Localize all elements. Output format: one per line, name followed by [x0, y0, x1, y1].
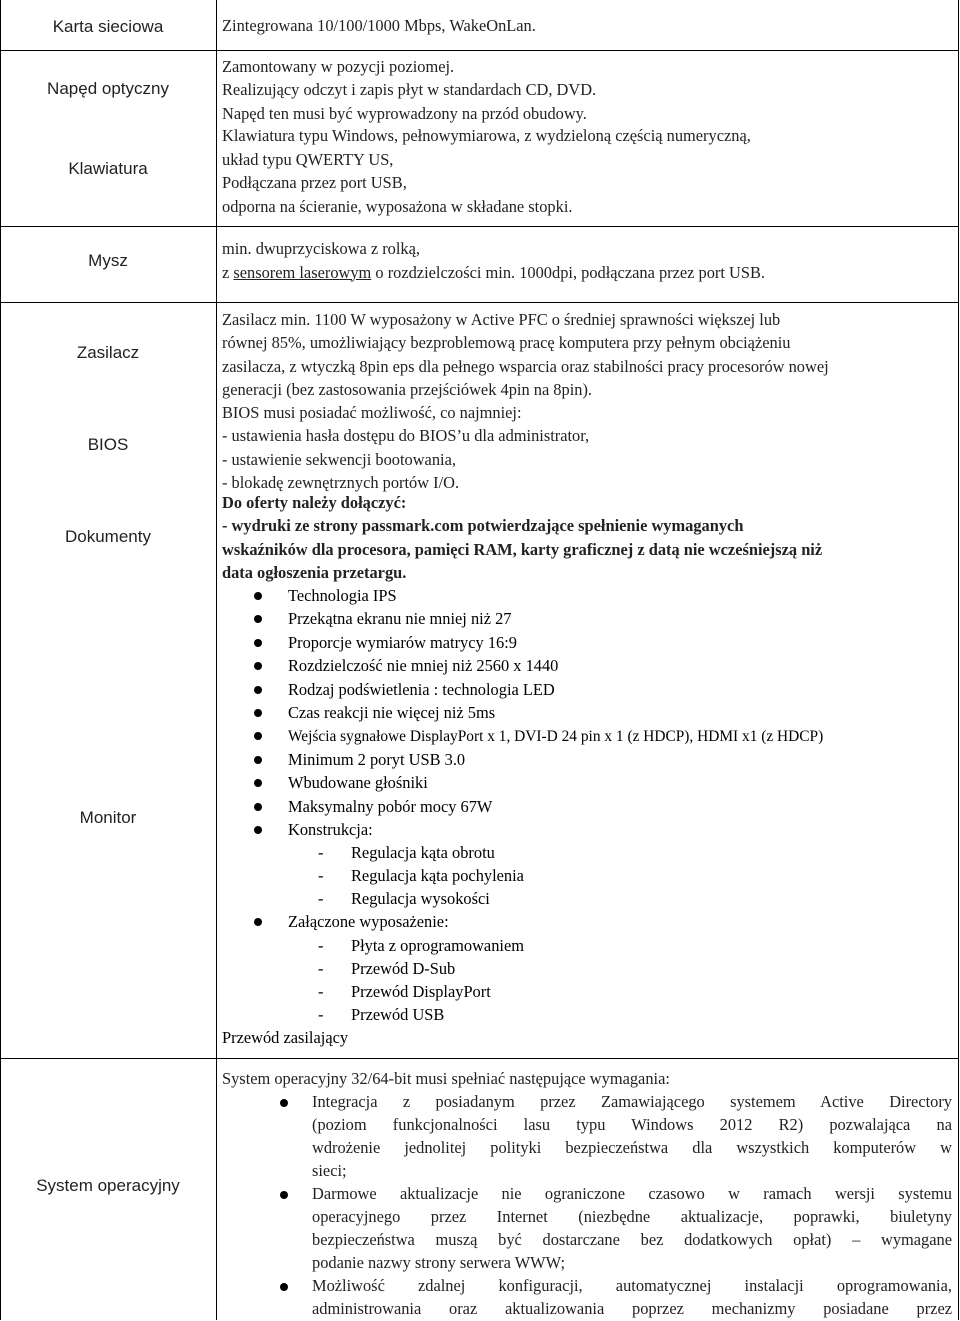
bullet-icon [254, 732, 262, 740]
bullet-icon [254, 709, 262, 717]
klawiatura-content [222, 124, 952, 218]
system-bullet [222, 1091, 952, 1183]
klawiatura-line: Podłączana przez port USB, [222, 173, 407, 192]
system-bullet [222, 1183, 952, 1275]
label-naped-optyczny: Napęd optyczny [47, 79, 169, 98]
monitor-bullet [222, 585, 942, 608]
system-line: operacyjnego przez Internet (niezbędne aktualizacje, poprawki, biuletyny [312, 1207, 952, 1226]
system-line: Integracja z posiadanym przez Zamawiającego systemem Active Directory [312, 1092, 952, 1111]
monitor-bullet [222, 911, 942, 934]
system-line: podanie nazwy strony serwera WWW; [312, 1253, 566, 1272]
dokumenty-content [222, 491, 952, 584]
sub-text: Przewód D-Sub [351, 958, 456, 978]
dash: - [318, 958, 324, 978]
system-line: Możliwość zdalnej konfiguracji, automatycznej instalacji oprogramowania, [312, 1276, 952, 1295]
bullet-icon [254, 662, 262, 670]
mysz-line [222, 261, 952, 285]
bullet-text: Rodzaj podświetlenia : technologia LED [288, 679, 555, 699]
dash: - [318, 843, 324, 863]
karta-line: Zintegrowana 10/100/1000 Mbps, WakeOnLan. [222, 16, 536, 35]
dash: - [318, 935, 324, 955]
row-divider [0, 1058, 959, 1059]
zasilacz-line: Zasilacz min. 1100 W wyposażony w Active PFC o średniej sprawności większej lub [222, 310, 781, 329]
row-divider [0, 302, 959, 303]
bios-line: - ustawienie sekwencji bootowania, [222, 449, 456, 469]
monitor-bullet [222, 819, 942, 842]
label-dokumenty: Dokumenty [65, 527, 151, 546]
bullet-text: Konstrukcja: [288, 819, 373, 839]
sub-text: Przewód DisplayPort [351, 981, 491, 1001]
bullet-icon [254, 826, 262, 834]
monitor-bullet [222, 796, 942, 819]
bullet-text: Minimum 2 poryt USB 3.0 [288, 749, 466, 769]
bullet-icon [254, 803, 262, 811]
monitor-bullet [222, 608, 942, 631]
konstrukcja-item [222, 888, 942, 911]
bullet-icon [254, 756, 262, 764]
bullet-icon [280, 1099, 288, 1107]
mysz-line: min. dwuprzyciskowa z rolką, [222, 239, 421, 258]
bullet-icon [254, 615, 262, 623]
dokumenty-line: Do oferty należy dołączyć: [222, 493, 407, 512]
dash: - [318, 866, 324, 886]
monitor-bullet [222, 749, 942, 772]
row-divider [0, 50, 959, 51]
table-border-left [0, 0, 1, 1320]
dash: - [318, 889, 324, 909]
monitor-footer: Przewód zasilający [222, 1027, 349, 1047]
naped-line: Realizujący odczyt i zapis płyt w standardach CD, DVD. [222, 80, 597, 100]
klawiatura-line: odporna na ścieranie, wyposażona w składane stopki. [222, 196, 573, 216]
klawiatura-line: układ typu QWERTY US, [222, 149, 394, 169]
table-border-right [958, 0, 959, 1320]
sub-text: Regulacja kąta obrotu [351, 843, 495, 863]
sub-text: Przewód USB [351, 1004, 445, 1024]
bios-line: BIOS musi posiadać możliwość, co najmniej: [222, 403, 522, 422]
mysz-text: z [222, 262, 234, 282]
label-mysz: Mysz [88, 251, 128, 270]
mysz-sensor-underlined: sensorem laserowym [233, 262, 372, 282]
konstrukcja-item [222, 865, 942, 888]
bullet-text: Przekątna ekranu nie mniej niż 27 [288, 609, 512, 629]
label-monitor: Monitor [79, 808, 137, 827]
zasilacz-line: równej 85%, umożliwiający bezproblemową pracę komputera przy pełnym obciążeniu [222, 333, 791, 353]
label-bios: BIOS [87, 435, 129, 454]
klawiatura-line: Klawiatura typu Windows, pełnowymiarowa, z wydzieloną częścią numeryczną, [222, 126, 751, 145]
zalaczone-item [222, 958, 942, 981]
monitor-bullet [222, 632, 942, 655]
bullet-icon [254, 779, 262, 787]
zasilacz-line: zasilacza, z wtyczką 8pin eps dla pełnego wsparcia oraz stabilności pracy procesorów nowej [222, 356, 829, 376]
zasilacz-line: generacji (bez zastosowania przejściówek 4pin na 8pin). [222, 379, 593, 399]
bullet-text: Czas reakcji nie więcej niż 5ms [288, 702, 496, 722]
bullet-text: Technologia IPS [288, 586, 397, 605]
label-system-operacyjny: System operacyjny [36, 1176, 180, 1195]
dash: - [318, 981, 324, 1001]
sub-text: Płyta z oprogramowaniem [351, 935, 524, 955]
bullet-icon [280, 1283, 288, 1291]
zalaczone-item [222, 935, 942, 958]
bios-content [222, 401, 952, 494]
dokumenty-line: data ogłoszenia przetargu. [222, 562, 407, 582]
monitor-bullet [222, 702, 942, 725]
system-line: administrowania oraz aktualizowania poprzez mechanizmy posiadane przez [312, 1299, 952, 1318]
system-line: (poziom funkcjonalności lasu typu Windows 2012 R2) pozwalająca na [312, 1115, 952, 1134]
table-column-divider [216, 0, 217, 1320]
bullet-text: Proporcje wymiarów matrycy 16:9 [288, 632, 517, 652]
dokumenty-line: - wydruki ze strony passmark.com potwierdzające spełnienie wymaganych [222, 516, 744, 536]
bullet-text: Załączone wyposażenie: [288, 912, 449, 932]
bullet-text: Wbudowane głośniki [288, 773, 428, 793]
bullet-text: Maksymalny pobór mocy 67W [288, 796, 493, 816]
bullet-icon [254, 918, 262, 926]
system-bullet [222, 1275, 952, 1321]
bullet-icon [254, 592, 262, 600]
sub-text: Regulacja kąta pochylenia [351, 866, 524, 886]
zasilacz-content [222, 308, 952, 401]
system-line: bezpieczeństwa muszą być dostarczane bez dodatkowych opłat) – wymagane [312, 1230, 952, 1249]
label-klawiatura: Klawiatura [68, 159, 148, 178]
bullet-icon [280, 1191, 288, 1199]
system-line: wdrożenie jednolitej polityki bezpieczeństwa dla wszystkich komputerów w [312, 1138, 952, 1157]
naped-line: Napęd ten musi być wyprowadzony na przód obudowy. [222, 103, 587, 123]
bios-line: - ustawienia hasła dostępu do BIOS’u dla administrator, [222, 426, 590, 446]
system-line: Darmowe aktualizacje nie ograniczone czasowo w ramach wersji systemu [312, 1184, 952, 1203]
monitor-bullet [222, 772, 942, 795]
bios-line: - blokadę zewnętrznych portów I/O. [222, 472, 460, 492]
bullet-text: Wejścia sygnałowe DisplayPort x 1, DVI-D 24 pin x 1 (z HDCP), HDMI x1 (z HDCP) [288, 728, 824, 746]
sub-text: Regulacja wysokości [351, 889, 490, 909]
monitor-bullet [222, 679, 942, 702]
karta-sieciowa-content [222, 15, 952, 37]
naped-line: Zamontowany w pozycji poziomej. [222, 57, 455, 76]
naped-optyczny-content [222, 55, 952, 125]
dokumenty-line: wskaźników dla procesora, pamięci RAM, karty graficznej z datą nie wcześniejszą niż [222, 539, 823, 559]
monitor-bullet [222, 725, 942, 748]
bullet-icon [254, 686, 262, 694]
dash: - [318, 1004, 324, 1024]
bullet-text: Rozdzielczość nie mniej niż 2560 x 1440 [288, 656, 559, 676]
monitor-bullet [222, 655, 942, 678]
mysz-content [222, 237, 952, 284]
system-operacyjny-content [222, 1068, 952, 1321]
system-line: sieci; [312, 1161, 347, 1180]
zalaczone-item [222, 1004, 942, 1027]
label-zasilacz: Zasilacz [76, 343, 140, 362]
monitor-content [222, 585, 942, 1050]
row-divider [0, 226, 959, 227]
konstrukcja-item [222, 842, 942, 865]
system-intro: System operacyjny 32/64-bit musi spełniać następujące wymagania: [222, 1069, 670, 1088]
bullet-icon [254, 639, 262, 647]
label-karta-sieciowa: Karta sieciowa [52, 17, 164, 36]
mysz-text: o rozdzielczości min. 1000dpi, podłączana przez port USB. [371, 262, 766, 282]
zalaczone-item [222, 981, 942, 1004]
